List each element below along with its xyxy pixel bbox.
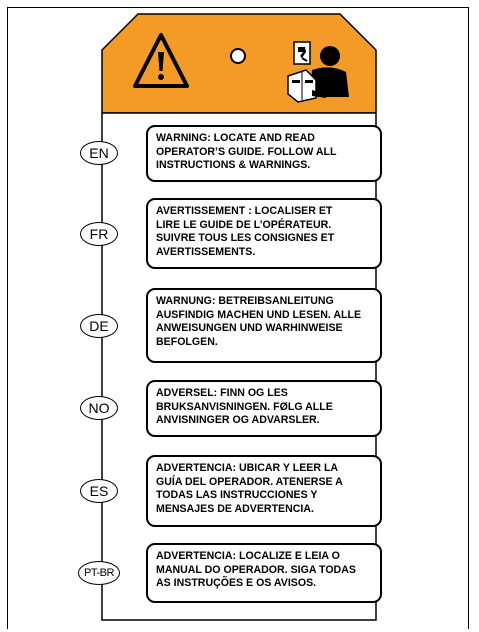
language-badge-de: DE (80, 314, 118, 338)
hanging-hole-icon (231, 49, 245, 63)
language-badge-no: NO (80, 396, 118, 420)
warning-text-es: ADVERTENCIA: UBICAR Y LEER LA GUÍA DEL OPERADOR. ATENERSE A TODAS LAS INSTRUCCIONES Y MENSAJES DE ADVERTENCIA. (146, 455, 382, 527)
language-badge-fr: FR (80, 222, 118, 246)
warning-text-en: WARNING: LOCATE AND READ OPERATOR’S GUIDE. FOLLOW ALL INSTRUCTIONS & WARNINGS. (146, 125, 382, 182)
warning-text-fr: AVERTISSEMENT : LOCALISER ET LIRE LE GUIDE DE L’OPÉRATEUR. SUIVRE TOUS LES CONSIGNES ET AVERTISSEMENTS. (146, 198, 382, 269)
warning-text-pt-br: ADVERTENCIA: LOCALIZE E LEIA O MANUAL DO OPERADOR. SIGA TODAS AS INSTRUÇÕES E OS AVISOS. (146, 543, 382, 603)
warning-text-no: ADVERSEL: FINN OG LES BRUKSANVISNINGEN. FØLG ALLE ANVISNINGER OG ADVARSLER. (146, 380, 382, 437)
language-badge-en: EN (80, 141, 118, 165)
language-badge-es: ES (80, 479, 118, 503)
language-badge-pt-br: PT-BR (78, 561, 120, 585)
warning-text-de: WARNUNG: BETREIBSANLEITUNG AUSFINDIG MACHEN UND LESEN. ALLE ANWEISUNGEN UND WARHINWEISE BEFOLGEN. (146, 288, 382, 363)
